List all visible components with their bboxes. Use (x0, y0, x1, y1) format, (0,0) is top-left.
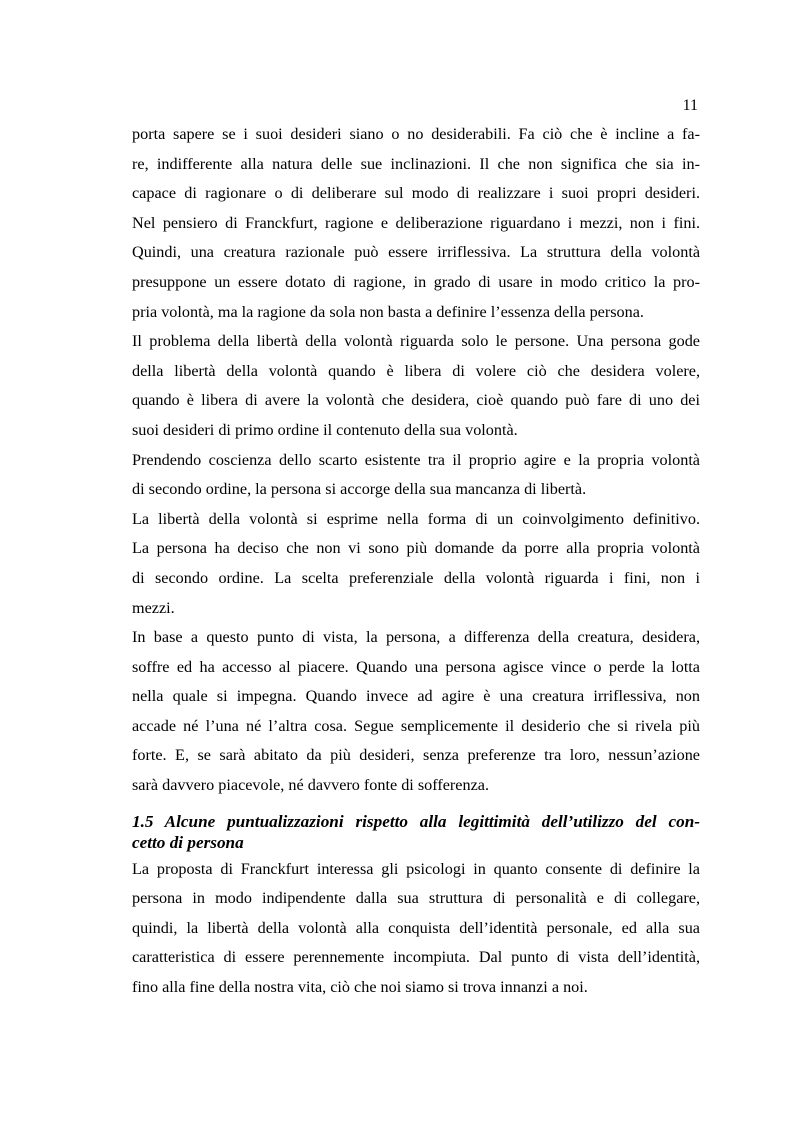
text-line: mezzi. (132, 598, 175, 617)
text-line: In base a questo punto di vista, la persona, a differenza della creatura, desidera, (132, 628, 700, 647)
text-line: La persona ha deciso che non vi sono più domande da porre alla propria volontà (132, 539, 700, 558)
paragraph (132, 623, 700, 801)
paragraph (132, 505, 700, 623)
text-line: soffre ed ha accesso al piacere. Quando una persona agisce vince o perde la lotta (132, 657, 700, 676)
text-line: La libertà della volontà si esprime nella forma di un coinvolgimento definitivo. (132, 509, 700, 528)
text-line: sarà davvero piacevole, né davvero fonte di sofferenza. (132, 776, 490, 795)
paragraph (132, 446, 700, 505)
text-line: di secondo ordine. La scelta preferenziale della volontà riguarda i fini, non i (132, 568, 700, 587)
text-line: Nel pensiero di Franckfurt, ragione e deliberazione riguardano i mezzi, non i fini. (132, 213, 700, 232)
text-line: porta sapere se i suoi desideri siano o no desiderabili. Fa ciò che è incline a fa- (132, 125, 700, 143)
text-line: nella quale si impegna. Quando invece ad agire è una creatura irriflessiva, non (132, 687, 700, 706)
text-line: forte. E, se sarà abitato da più desideri, senza preferenze tra loro, nessun’azione (132, 746, 700, 765)
text-line: quando è libera di avere la volontà che desidera, cioè quando può fare di uno dei (132, 391, 700, 410)
heading-line: cetto di persona (132, 832, 244, 852)
text-line: quindi, la libertà della volontà alla conquista dell’identità personale, ed alla sua (132, 918, 700, 937)
text-line: della libertà della volontà quando è libera di volere ciò che desidera volere, (132, 361, 700, 380)
text-line: Prendendo coscienza dello scarto esistente tra il proprio agire e la propria volontà (132, 450, 700, 469)
text-line: persona in modo indipendente dalla sua struttura di personalità e di collegare, (132, 889, 700, 908)
text-line: caratteristica di essere perennemente incompiuta. Dal punto di vista dell’identità, (132, 948, 700, 967)
text-line: presuppone un essere dotato di ragione, in grado di usare in modo critico la pro- (132, 272, 700, 291)
section-heading (132, 811, 700, 853)
text-line: Il problema della libertà della volontà riguarda solo le persone. Una persona gode (132, 332, 700, 351)
paragraph (132, 120, 700, 327)
text-line: di secondo ordine, la persona si accorge della sua mancanza di libertà. (132, 480, 587, 499)
text-line: pria volontà, ma la ragione da sola non basta a definire l’essenza della persona. (132, 302, 644, 321)
text-line: re, indifferente alla natura delle sue inclinazioni. Il che non significa che sia in- (132, 154, 700, 173)
text-line: fino alla fine della nostra vita, ciò che noi siamo si trova innanzi a noi. (132, 978, 588, 997)
page-number: 11 (682, 97, 698, 114)
text-line: suoi desideri di primo ordine il contenuto della sua volontà. (132, 420, 518, 439)
text-line: accade né l’una né l’altra cosa. Segue semplicemente il desiderio che si rivela più (132, 716, 700, 735)
text-line: La proposta di Franckfurt interessa gli psicologi in quanto consente di definire la (132, 859, 700, 878)
paragraph (132, 327, 700, 445)
paragraph (132, 855, 700, 1003)
heading-line: 1.5 Alcune puntualizzazioni rispetto alla legittimità dell’utilizzo del con- (132, 811, 700, 831)
document-body (132, 120, 700, 1003)
text-line: Quindi, una creatura razionale può essere irriflessiva. La struttura della volontà (132, 243, 700, 262)
text-line: capace di ragionare o di deliberare sul modo di realizzare i suoi propri desideri. (132, 184, 700, 203)
